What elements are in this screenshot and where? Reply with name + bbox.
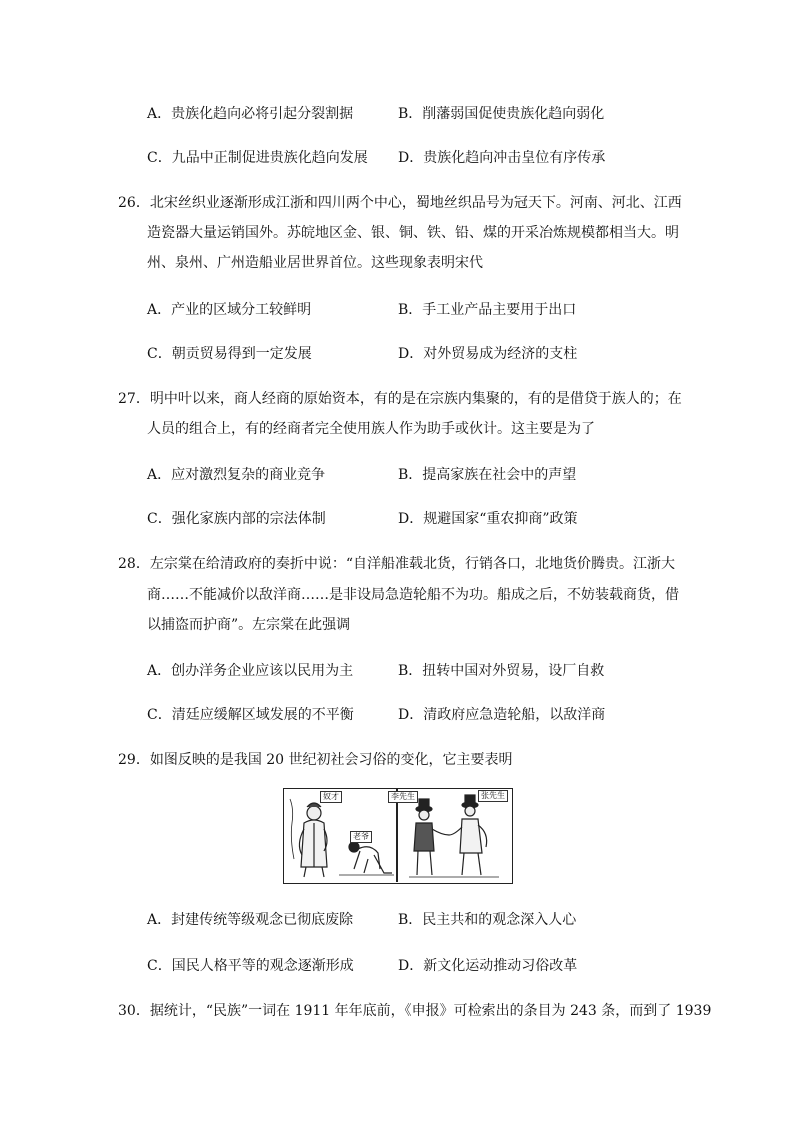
q27-option-a[interactable]: A．应对激烈复杂的商业竞争 (147, 467, 326, 483)
q25-option-c[interactable]: C．九品中正制促进贵族化趋向发展 (147, 150, 368, 166)
kneeling-servant-figure (339, 842, 394, 875)
q28-option-a[interactable]: A．创办洋务企业应该以民用为主 (147, 663, 354, 679)
label-mr-zhang: 张先生 (478, 790, 508, 802)
label-mr-li: 李先生 (388, 791, 418, 803)
q27-option-c[interactable]: C．强化家族内部的宗法体制 (147, 511, 326, 527)
q28-stem-line-2: 商……不能减价以敌洋商……是非设局急造轮船不为功。船成之后，不妨装载商货，借 (147, 587, 679, 603)
q28-options-row-1 (147, 660, 707, 682)
q26-option-d[interactable]: D．对外贸易成为经济的支柱 (398, 346, 578, 362)
q29-stem-line-1: 29．如图反映的是我国 20 世纪初社会习俗的变化，它主要表明 (118, 752, 513, 768)
q26-option-b[interactable]: B．手工业产品主要用于出口 (398, 302, 577, 318)
q26-option-c[interactable]: C．朝贡贸易得到一定发展 (147, 346, 312, 362)
q27-stem-line-1: 27．明中叶以来，商人经商的原始资本，有的是在宗族内集聚的，有的是借贷于族人的；在 (118, 391, 682, 407)
q29-cartoon-figure (283, 788, 513, 884)
q27-option-b[interactable]: B．提高家族在社会中的声望 (398, 467, 577, 483)
q25-options-row-2 (147, 147, 707, 169)
q26-stem-line-1: 26．北宋丝织业逐渐形成江浙和四川两个中心，蜀地丝织品号为冠天下。河南、河北、江西 (118, 195, 682, 211)
q29-option-c[interactable]: C．国民人格平等的观念逐渐形成 (147, 958, 354, 974)
q29-option-b[interactable]: B．民主共和的观念深入人心 (398, 912, 577, 928)
q26-option-a[interactable]: A．产业的区域分工较鲜明 (147, 302, 312, 318)
q28-options-row-2 (147, 704, 707, 726)
q25-option-b[interactable]: B．削藩弱国促使贵族化趋向弱化 (398, 106, 605, 122)
label-slave: 奴才 (320, 791, 342, 803)
q29-option-a[interactable]: A．封建传统等级观念已彻底废除 (147, 912, 354, 928)
q28-option-b[interactable]: B．扭转中国对外贸易，设厂自救 (398, 663, 605, 679)
q27-option-d[interactable]: D．规避国家“重农抑商”政策 (398, 511, 578, 527)
q28-option-d[interactable]: D．清政府应急造轮船，以敌洋商 (398, 707, 606, 723)
q28-stem-line-3: 以捕盗而护商”。左宗棠在此强调 (147, 617, 351, 633)
handshake-figures (409, 795, 499, 877)
q25-option-a[interactable]: A．贵族化趋向必将引起分裂割据 (147, 106, 354, 122)
q27-options-row-1 (147, 464, 707, 486)
q25-options-row-1 (147, 103, 707, 125)
q27-stem-line-2: 人员的组合上，有的经商者完全使用族人作为助手或伙计。这主要是为了 (147, 421, 595, 437)
standing-official-figure (290, 799, 327, 877)
q25-option-d[interactable]: D．贵族化趋向冲击皇位有序传承 (398, 150, 606, 166)
q29-option-d[interactable]: D．新文化运动推动习俗改革 (398, 958, 578, 974)
q28-option-c[interactable]: C．清廷应缓解区域发展的不平衡 (147, 707, 354, 723)
q26-options-row-1 (147, 299, 707, 321)
label-master: 老爷 (350, 831, 372, 843)
q26-stem-line-2: 造瓷器大量运销国外。苏皖地区金、银、铜、铁、铅、煤的开采冶炼规模都相当大。明 (147, 225, 679, 241)
q28-stem-line-1: 28．左宗棠在给清政府的奏折中说：“自洋船准载北货，行销各口，北地货价腾贵。江浙大 (118, 556, 675, 572)
q29-options-row-2 (147, 955, 707, 977)
q29-options-row-1 (147, 909, 707, 931)
q27-options-row-2 (147, 508, 707, 530)
q30-stem-line-1: 30．据统计，“民族”一词在 1911 年年底前，《申报》可检索出的条目为 243 条，而到了 1939 (118, 1003, 712, 1019)
q26-options-row-2 (147, 343, 707, 365)
q26-stem-line-3: 州、泉州、广州造船业居世界首位。这些现象表明宋代 (147, 255, 483, 271)
